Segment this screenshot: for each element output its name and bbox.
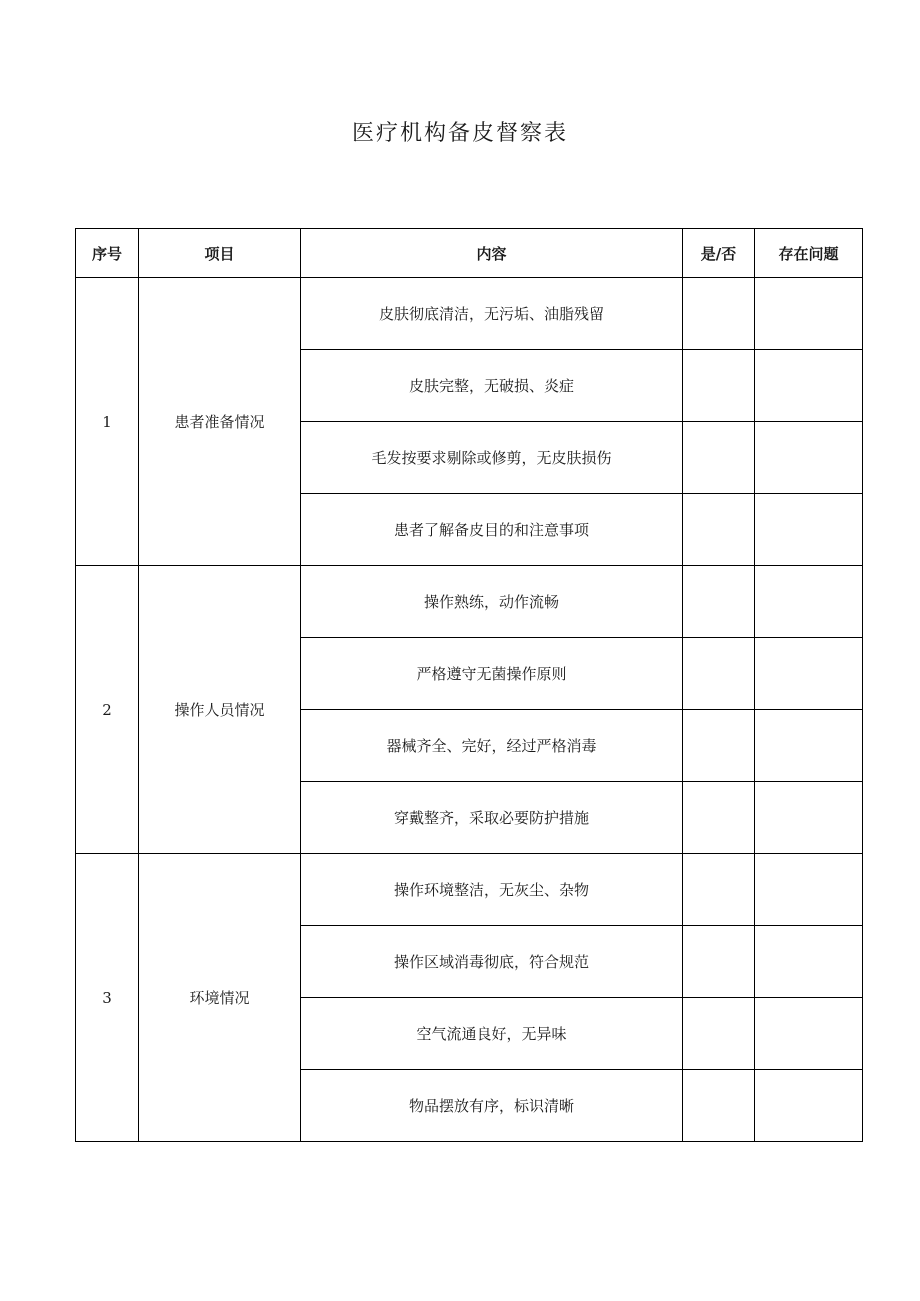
header-item: 项目 [139, 229, 301, 278]
header-content: 内容 [301, 229, 683, 278]
group-seq: 2 [76, 566, 139, 854]
content-cell: 穿戴整齐，采取必要防护措施 [301, 782, 683, 854]
group-item: 操作人员情况 [139, 566, 301, 854]
page-title: 医疗机构备皮督察表 [351, 121, 568, 146]
content-cell: 操作环境整洁，无灰尘、杂物 [301, 854, 683, 926]
issues-cell[interactable] [755, 494, 863, 566]
issues-cell[interactable] [755, 854, 863, 926]
yes-no-cell[interactable] [683, 926, 755, 998]
table-row [76, 566, 863, 638]
yes-no-cell[interactable] [683, 710, 755, 782]
group-item: 环境情况 [139, 854, 301, 1142]
content-cell: 皮肤彻底清洁，无污垢、油脂残留 [301, 278, 683, 350]
yes-no-cell[interactable] [683, 998, 755, 1070]
content-cell: 器械齐全、完好，经过严格消毒 [301, 710, 683, 782]
yes-no-cell[interactable] [683, 494, 755, 566]
header-yes-no: 是/否 [683, 229, 755, 278]
yes-no-cell[interactable] [683, 854, 755, 926]
issues-cell[interactable] [755, 350, 863, 422]
issues-cell[interactable] [755, 1070, 863, 1142]
yes-no-cell[interactable] [683, 422, 755, 494]
content-cell: 皮肤完整，无破损、炎症 [301, 350, 683, 422]
issues-cell[interactable] [755, 638, 863, 710]
issues-cell[interactable] [755, 422, 863, 494]
yes-no-cell[interactable] [683, 638, 755, 710]
issues-cell[interactable] [755, 926, 863, 998]
yes-no-cell[interactable] [683, 566, 755, 638]
content-cell: 严格遵守无菌操作原则 [301, 638, 683, 710]
issues-cell[interactable] [755, 998, 863, 1070]
content-cell: 毛发按要求剔除或修剪，无皮肤损伤 [301, 422, 683, 494]
issues-cell[interactable] [755, 278, 863, 350]
content-cell: 空气流通良好，无异味 [301, 998, 683, 1070]
yes-no-cell[interactable] [683, 782, 755, 854]
group-seq: 3 [76, 854, 139, 1142]
header-issues: 存在问题 [755, 229, 863, 278]
table-header-row [76, 229, 863, 278]
issues-cell[interactable] [755, 782, 863, 854]
content-cell: 物品摆放有序，标识清晰 [301, 1070, 683, 1142]
group-item: 患者准备情况 [139, 278, 301, 566]
content-cell: 患者了解备皮目的和注意事项 [301, 494, 683, 566]
group-seq: 1 [76, 278, 139, 566]
issues-cell[interactable] [755, 566, 863, 638]
inspection-table [75, 228, 863, 1142]
yes-no-cell[interactable] [683, 1070, 755, 1142]
yes-no-cell[interactable] [683, 350, 755, 422]
content-cell: 操作区域消毒彻底，符合规范 [301, 926, 683, 998]
issues-cell[interactable] [755, 710, 863, 782]
content-cell: 操作熟练，动作流畅 [301, 566, 683, 638]
table-row [76, 854, 863, 926]
header-seq: 序号 [76, 229, 139, 278]
yes-no-cell[interactable] [683, 278, 755, 350]
table-row [76, 278, 863, 350]
